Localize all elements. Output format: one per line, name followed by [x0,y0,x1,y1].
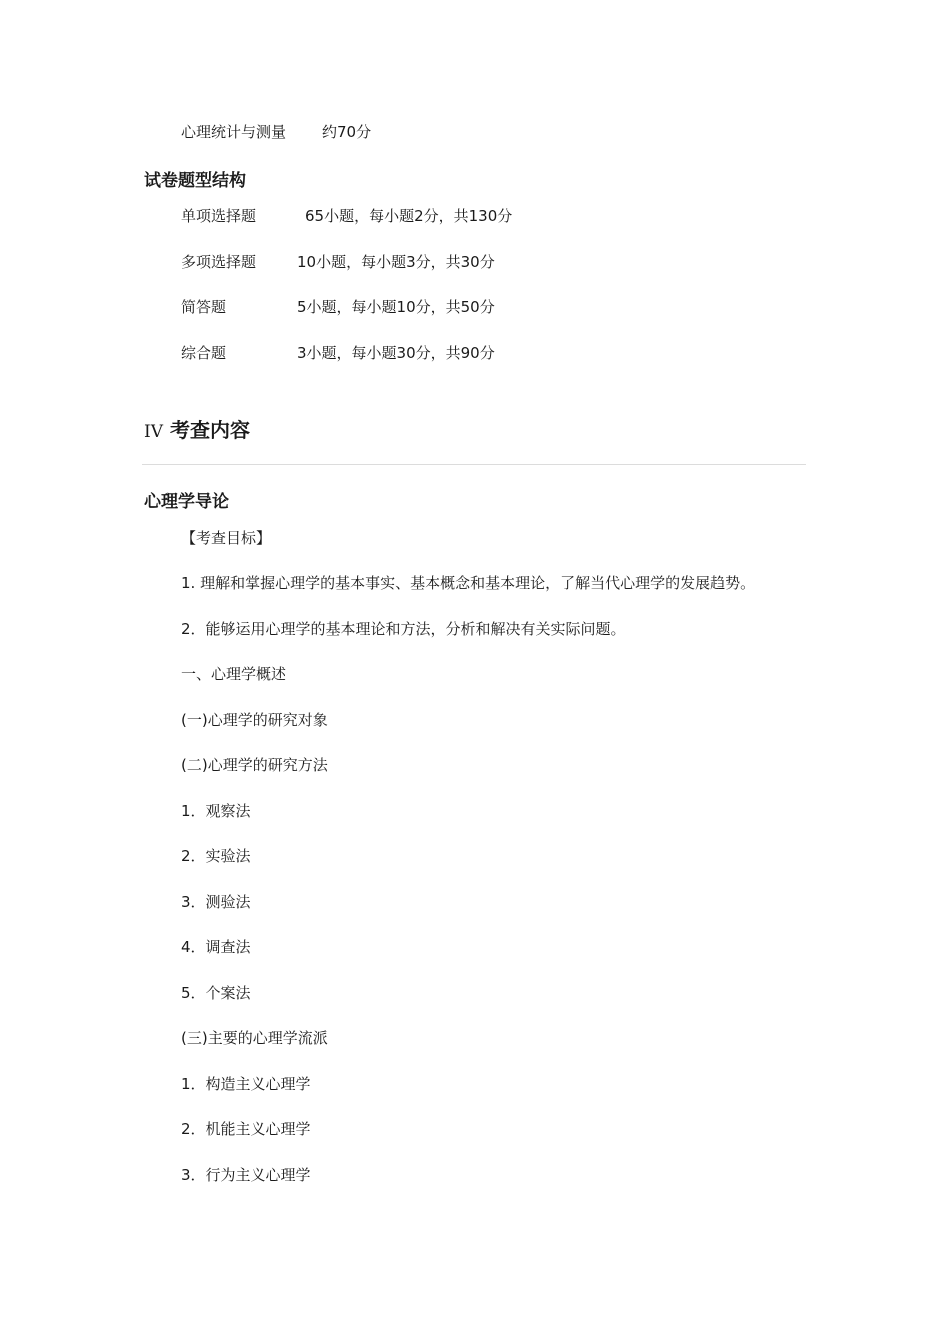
outline-item: 1．观察法 [181,802,251,820]
structure-row-detail: 5小题，每小题10分，共50分 [297,298,495,316]
structure-row-detail: 65小题，每小题2分，共130分 [305,207,513,225]
structure-row-detail: 3小题，每小题30分，共90分 [297,344,495,362]
outline-item: 3．行为主义心理学 [181,1166,311,1184]
section-title-text: 考查内容 [169,418,250,442]
goal-item: 2．能够运用心理学的基本理论和方法，分析和解决有关实际问题。 [181,620,626,638]
outline-item: 5．个案法 [181,984,251,1002]
structure-row-type: 单项选择题 [181,207,257,225]
subject-label: 心理统计与测量 [181,123,287,141]
outline-item: (二)心理学的研究方法 [181,756,328,774]
structure-heading: 试卷题型结构 [144,171,246,191]
outline-item: 3．测验法 [181,893,251,911]
intro-heading: 心理学导论 [144,492,229,512]
structure-row-type: 综合题 [181,344,227,362]
section-numeral: IV [144,422,163,442]
structure-row-type: 简答题 [181,298,227,316]
goal-label: 【考查目标】 [181,529,272,547]
structure-row-detail: 10小题，每小题3分，共30分 [297,253,495,271]
outline-item: 1．构造主义心理学 [181,1075,311,1093]
structure-row-type: 多项选择题 [181,253,257,271]
outline-item: 2．机能主义心理学 [181,1120,311,1138]
subject-score: 约70分 [322,123,372,141]
outline-item: 2．实验法 [181,847,251,865]
outline-item: (三)主要的心理学流派 [181,1029,328,1047]
outline-item: 4．调查法 [181,938,251,956]
section-divider [142,464,806,465]
goal-item: 1. 理解和掌握心理学的基本事实、基本概念和基本理论，了解当代心理学的发展趋势。 [181,574,756,592]
section-title [144,417,250,445]
outline-item: (一)心理学的研究对象 [181,711,328,729]
outline-item: 一、心理学概述 [181,665,287,683]
